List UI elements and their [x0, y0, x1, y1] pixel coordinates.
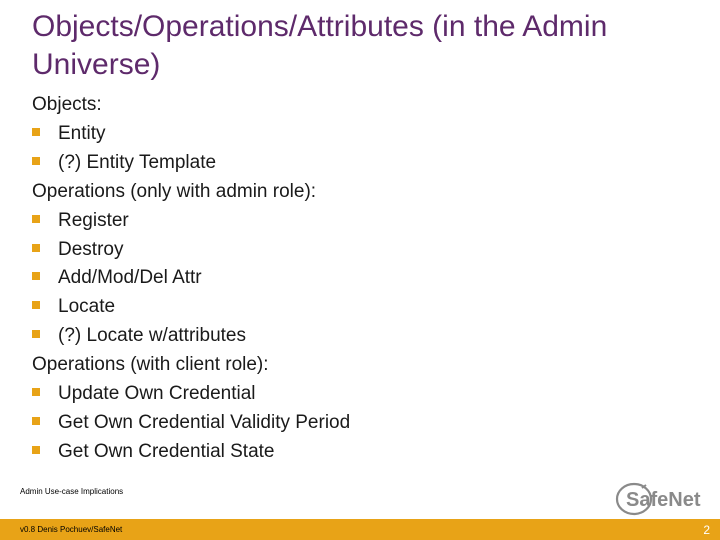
bullet-icon	[32, 417, 40, 425]
bullet-icon	[32, 244, 40, 252]
section-heading-admin-operations: Operations (only with admin role):	[32, 180, 317, 202]
list-item	[32, 438, 692, 467]
list-item-label: (?) Locate w/attributes	[58, 325, 246, 347]
list-item	[32, 207, 692, 236]
bullet-icon	[32, 330, 40, 338]
list-item	[32, 120, 692, 149]
bullet-icon	[32, 388, 40, 396]
list-item	[32, 380, 692, 409]
bullet-icon	[32, 272, 40, 280]
list-item	[32, 293, 692, 322]
safenet-logo	[612, 480, 712, 516]
logo-wordmark: SafeNet	[626, 489, 701, 511]
list-item	[32, 322, 692, 351]
list-item-label: Register	[58, 209, 129, 231]
list-item-label: Destroy	[58, 238, 124, 260]
list-item-label: Get Own Credential State	[58, 440, 275, 462]
list-item	[32, 149, 692, 178]
footer-title: Admin Use-case Implications	[20, 487, 124, 496]
bullet-icon	[32, 215, 40, 223]
section-heading-client-operations: Operations (with client role):	[32, 354, 269, 376]
list-item	[32, 236, 692, 265]
bullet-icon	[32, 157, 40, 165]
bullet-icon	[32, 446, 40, 454]
list-item-label: Entity	[58, 122, 106, 144]
list-item-label: Get Own Credential Validity Period	[58, 411, 351, 433]
list-item-label: Add/Mod/Del Attr	[58, 267, 202, 289]
slide-body	[32, 91, 692, 467]
list-item-label: (?) Entity Template	[58, 151, 217, 173]
list-item-label: Update Own Credential	[58, 383, 256, 405]
bullet-icon	[32, 301, 40, 309]
section-heading-objects: Objects:	[32, 94, 102, 115]
list-item	[32, 409, 692, 438]
bullet-icon	[32, 128, 40, 136]
page-number: 2	[703, 523, 710, 537]
list-item-label: Locate	[58, 296, 116, 318]
footer-author: v0.8 Denis Pochuev/SafeNet	[20, 525, 123, 534]
slide-title: Objects/Operations/Attributes (in the Admin Universe)	[32, 10, 608, 81]
list-item	[32, 264, 692, 293]
